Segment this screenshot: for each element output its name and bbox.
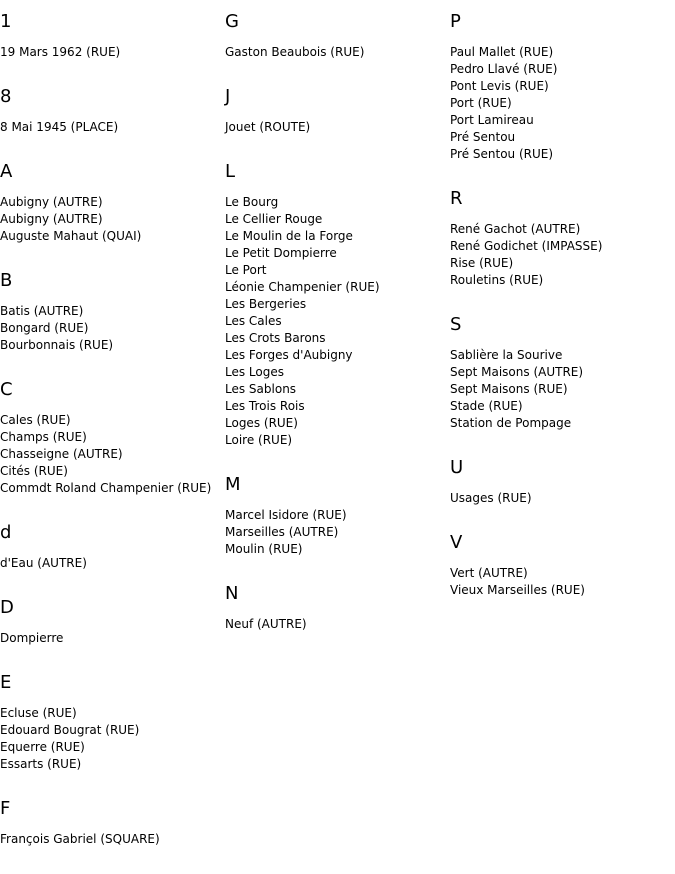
street-link[interactable]: Moulin (RUE) bbox=[225, 542, 303, 556]
letter-group bbox=[225, 162, 450, 449]
street-link[interactable]: Gaston Beaubois (RUE) bbox=[225, 45, 365, 59]
letter-group bbox=[450, 189, 675, 289]
letter-group bbox=[450, 315, 675, 432]
street-link[interactable]: Champs (RUE) bbox=[0, 430, 87, 444]
street-link[interactable]: François Gabriel (SQUARE) bbox=[0, 832, 160, 846]
street-link[interactable]: Usages (RUE) bbox=[450, 491, 532, 505]
street-link[interactable]: Auguste Mahaut (QUAI) bbox=[0, 229, 142, 243]
street-link[interactable]: Port (RUE) bbox=[450, 96, 512, 110]
letter-group bbox=[0, 380, 225, 497]
street-index-column-3 bbox=[450, 12, 675, 625]
street-link[interactable]: Batis (AUTRE) bbox=[0, 304, 84, 318]
letter-heading: U bbox=[450, 457, 464, 478]
street-link[interactable]: Les Forges d'Aubigny bbox=[225, 348, 353, 362]
street-link[interactable]: Port Lamireau bbox=[450, 113, 534, 127]
letter-heading: B bbox=[0, 270, 13, 291]
street-link[interactable]: Ecluse (RUE) bbox=[0, 706, 77, 720]
street-link[interactable]: Le Petit Dompierre bbox=[225, 246, 337, 260]
street-link[interactable]: Les Bergeries bbox=[225, 297, 307, 311]
letter-heading: 1 bbox=[0, 11, 12, 32]
street-link[interactable]: Léonie Champenier (RUE) bbox=[225, 280, 380, 294]
letter-heading: d bbox=[0, 522, 12, 543]
street-link[interactable]: Sept Maisons (AUTRE) bbox=[450, 365, 584, 379]
street-link[interactable]: Le Bourg bbox=[225, 195, 279, 209]
letter-group bbox=[0, 271, 225, 354]
letter-heading: J bbox=[225, 86, 231, 107]
street-link[interactable]: Stade (RUE) bbox=[450, 399, 523, 413]
letter-heading: M bbox=[225, 474, 241, 495]
letter-group bbox=[450, 458, 675, 507]
street-index-column-2 bbox=[225, 12, 450, 659]
street-link[interactable]: Aubigny (AUTRE) bbox=[0, 195, 103, 209]
letter-heading: C bbox=[0, 379, 13, 400]
street-link[interactable]: Edouard Bougrat (RUE) bbox=[0, 723, 140, 737]
street-link[interactable]: Pedro Llavé (RUE) bbox=[450, 62, 558, 76]
street-index-column-1 bbox=[0, 12, 225, 874]
street-link[interactable]: Pont Levis (RUE) bbox=[450, 79, 549, 93]
street-link[interactable]: Le Port bbox=[225, 263, 267, 277]
letter-heading: D bbox=[0, 597, 14, 618]
letter-group bbox=[0, 162, 225, 245]
street-link[interactable]: Dompierre bbox=[0, 631, 64, 645]
street-link[interactable]: Pré Sentou bbox=[450, 130, 516, 144]
letter-group bbox=[225, 87, 450, 136]
street-link[interactable]: Bongard (RUE) bbox=[0, 321, 89, 335]
letter-group bbox=[0, 523, 225, 572]
street-link[interactable]: Les Trois Rois bbox=[225, 399, 305, 413]
letter-heading: S bbox=[450, 314, 462, 335]
letter-heading: E bbox=[0, 672, 12, 693]
letter-heading: L bbox=[225, 161, 236, 182]
street-link[interactable]: Les Crots Barons bbox=[225, 331, 326, 345]
street-link[interactable]: 8 Mai 1945 (PLACE) bbox=[0, 120, 119, 134]
street-link[interactable]: Vieux Marseilles (RUE) bbox=[450, 583, 585, 597]
street-link[interactable]: Cités (RUE) bbox=[0, 464, 68, 478]
street-link[interactable]: René Gachot (AUTRE) bbox=[450, 222, 581, 236]
letter-heading: G bbox=[225, 11, 239, 32]
street-link[interactable]: Loire (RUE) bbox=[225, 433, 293, 447]
letter-heading: F bbox=[0, 798, 11, 819]
street-link[interactable]: Sablière la Sourive bbox=[450, 348, 563, 362]
letter-group bbox=[0, 12, 225, 61]
letter-group bbox=[0, 673, 225, 773]
street-link[interactable]: Rise (RUE) bbox=[450, 256, 514, 270]
street-link[interactable]: Essarts (RUE) bbox=[0, 757, 82, 771]
street-link[interactable]: Equerre (RUE) bbox=[0, 740, 85, 754]
street-link[interactable]: Loges (RUE) bbox=[225, 416, 298, 430]
street-link[interactable]: Les Cales bbox=[225, 314, 282, 328]
letter-group bbox=[225, 12, 450, 61]
street-link[interactable]: Rouletins (RUE) bbox=[450, 273, 544, 287]
street-link[interactable]: Cales (RUE) bbox=[0, 413, 71, 427]
letter-heading: R bbox=[450, 188, 463, 209]
street-link[interactable]: Sept Maisons (RUE) bbox=[450, 382, 568, 396]
letter-group bbox=[450, 12, 675, 163]
letter-group bbox=[0, 87, 225, 136]
street-link[interactable]: Aubigny (AUTRE) bbox=[0, 212, 103, 226]
street-link[interactable]: d'Eau (AUTRE) bbox=[0, 556, 87, 570]
street-link[interactable]: Station de Pompage bbox=[450, 416, 572, 430]
letter-group bbox=[225, 584, 450, 633]
street-link[interactable]: Les Sablons bbox=[225, 382, 297, 396]
letter-heading: 8 bbox=[0, 86, 12, 107]
letter-group bbox=[450, 533, 675, 599]
street-link[interactable]: Commdt Roland Champenier (RUE) bbox=[0, 481, 212, 495]
street-link[interactable]: Bourbonnais (RUE) bbox=[0, 338, 114, 352]
street-link[interactable]: Chasseigne (AUTRE) bbox=[0, 447, 123, 461]
street-link[interactable]: Le Cellier Rouge bbox=[225, 212, 323, 226]
street-link[interactable]: 19 Mars 1962 (RUE) bbox=[0, 45, 121, 59]
street-link[interactable]: Les Loges bbox=[225, 365, 284, 379]
street-link[interactable]: Neuf (AUTRE) bbox=[225, 617, 307, 631]
letter-group bbox=[0, 799, 225, 848]
letter-group bbox=[0, 598, 225, 647]
street-link[interactable]: Vert (AUTRE) bbox=[450, 566, 528, 580]
street-link[interactable]: René Godichet (IMPASSE) bbox=[450, 239, 603, 253]
street-link[interactable]: Le Moulin de la Forge bbox=[225, 229, 353, 243]
street-link[interactable]: Pré Sentou (RUE) bbox=[450, 147, 554, 161]
street-link[interactable]: Jouet (ROUTE) bbox=[225, 120, 311, 134]
street-link[interactable]: Marseilles (AUTRE) bbox=[225, 525, 339, 539]
letter-heading: A bbox=[0, 161, 13, 182]
letter-heading: V bbox=[450, 532, 463, 553]
letter-group bbox=[225, 475, 450, 558]
letter-heading: P bbox=[450, 11, 461, 32]
letter-heading: N bbox=[225, 583, 239, 604]
street-link[interactable]: Marcel Isidore (RUE) bbox=[225, 508, 347, 522]
street-link[interactable]: Paul Mallet (RUE) bbox=[450, 45, 554, 59]
